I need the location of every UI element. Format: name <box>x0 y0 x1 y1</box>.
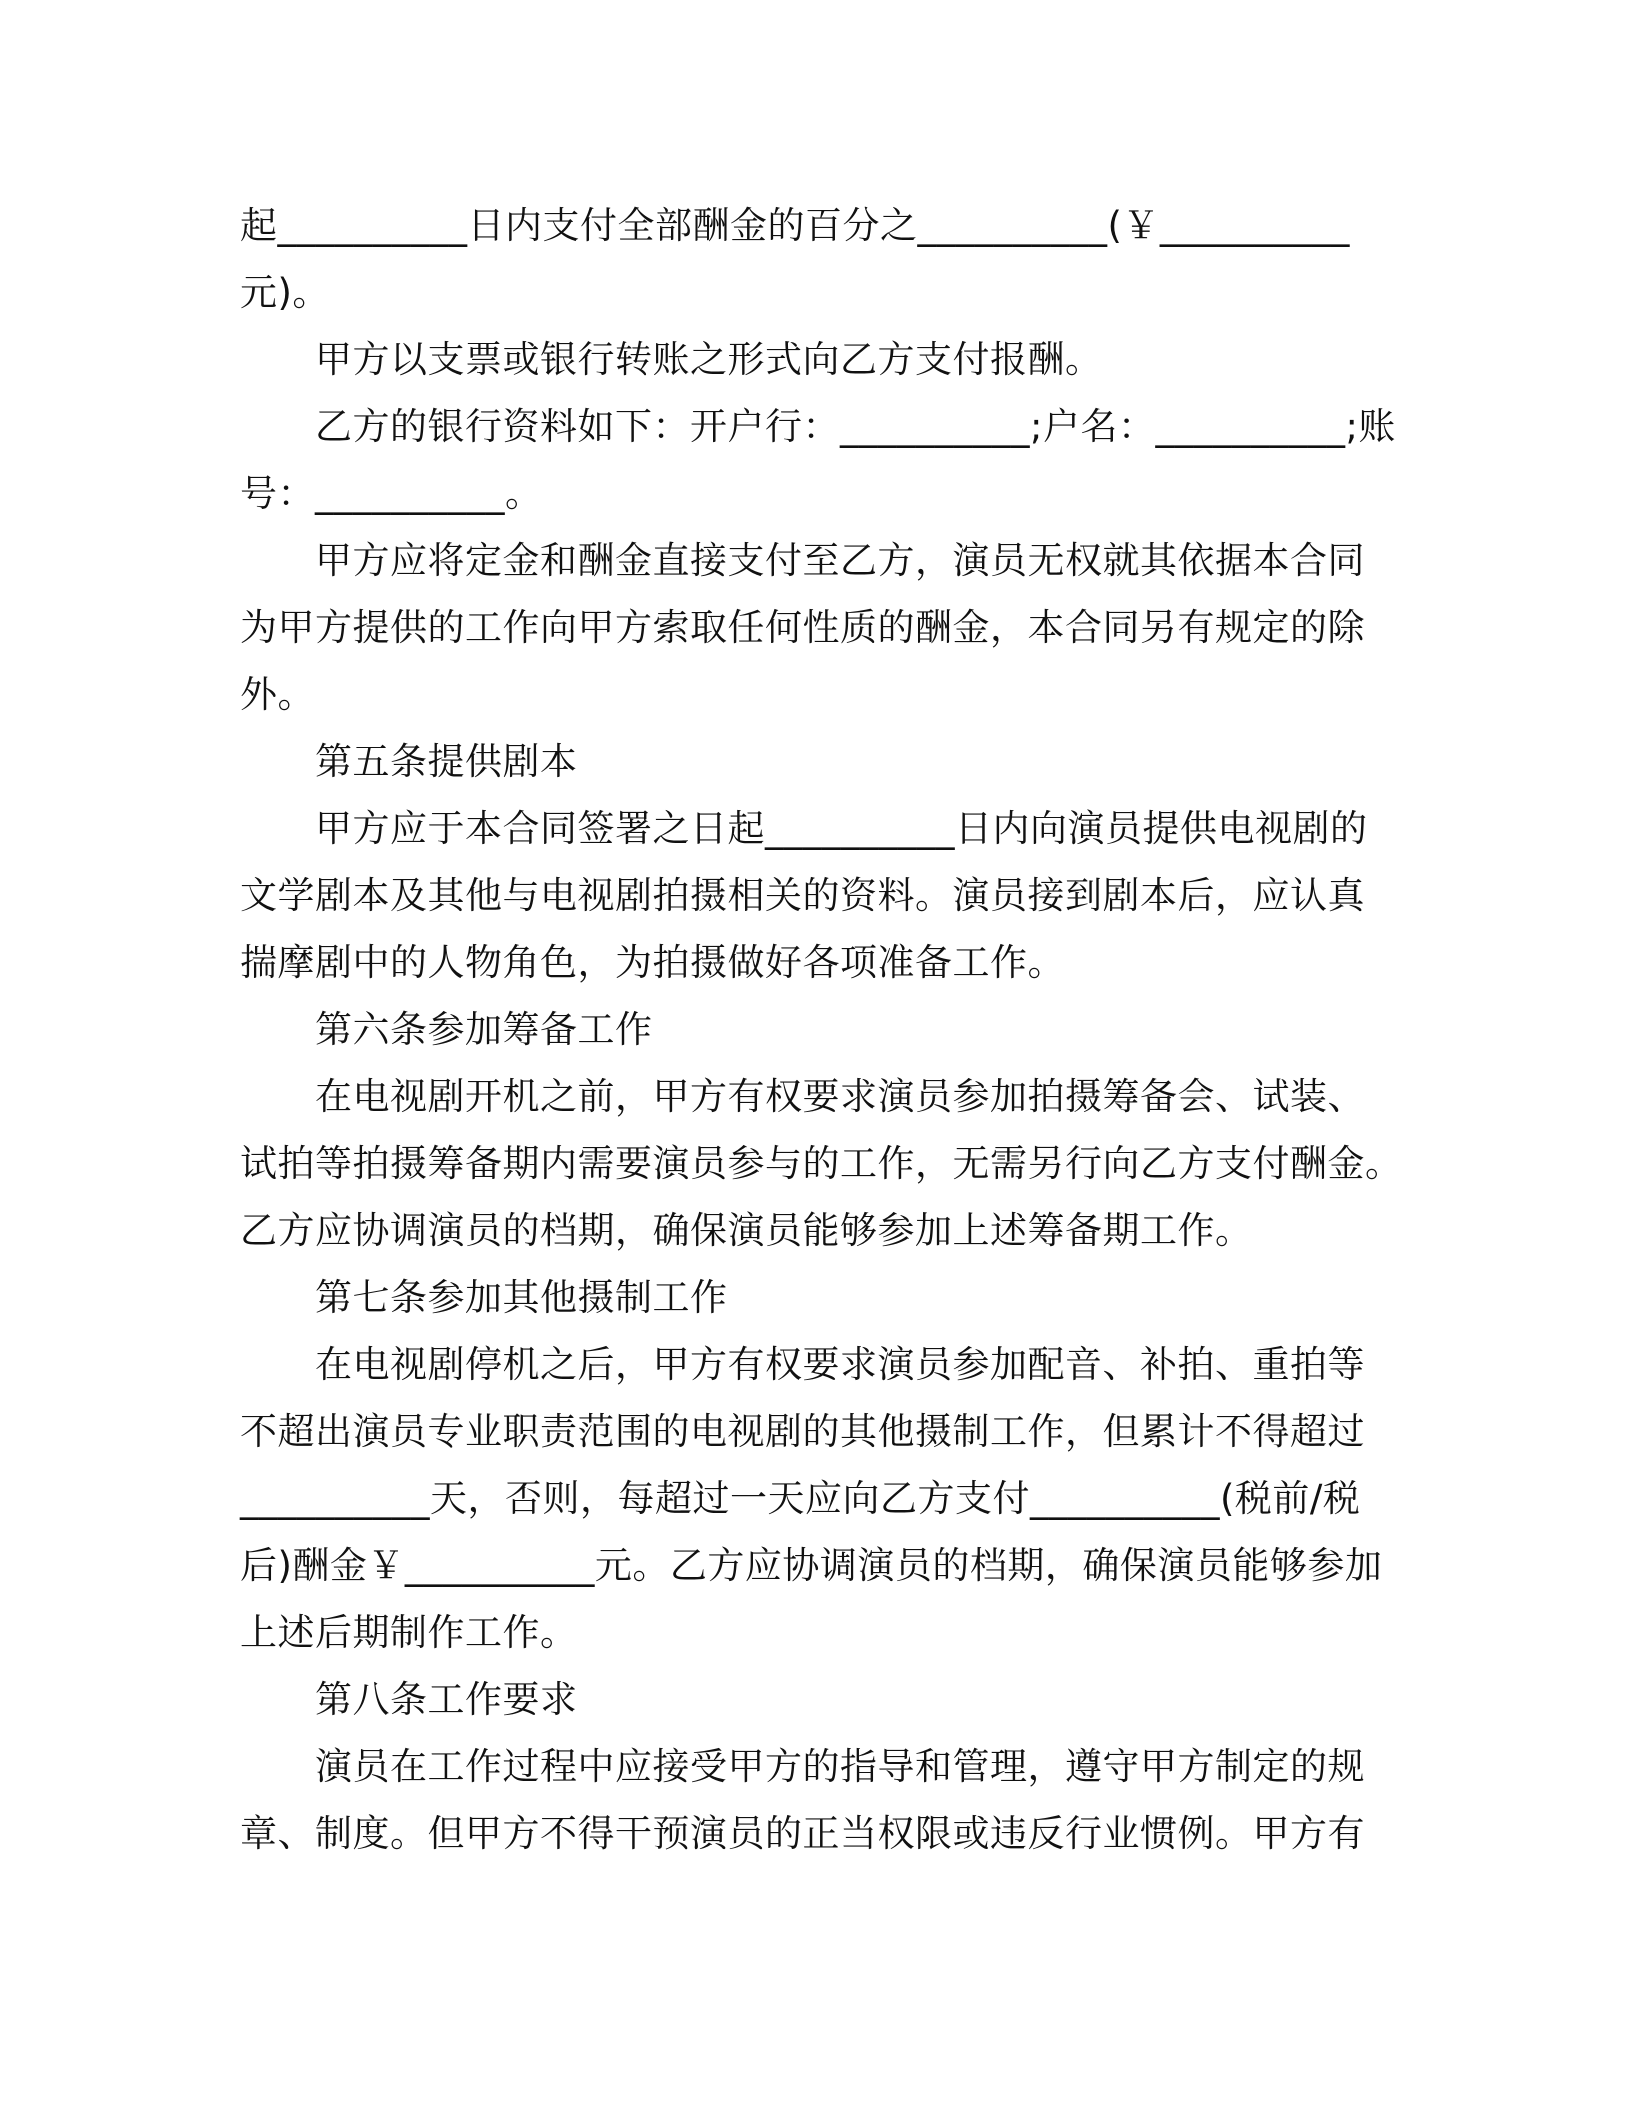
text-line: 不超出演员专业职责范围的电视剧的其他摄制工作，但累计不得超过 <box>240 1410 1365 1453</box>
text-line: 章、制度。但甲方不得干预演员的正当权限或违反行业惯例。甲方有 <box>240 1812 1365 1855</box>
text-line: 演员在工作过程中应接受甲方的指导和管理，遵守甲方制定的规 <box>315 1745 1365 1788</box>
text-line: 乙方的银行资料如下：开户行：__________;户名：__________;账 <box>315 405 1396 448</box>
text-line: 甲方应将定金和酬金直接支付至乙方，演员无权就其依据本合同 <box>315 539 1365 582</box>
text-line: 为甲方提供的工作向甲方索取任何性质的酬金，本合同另有规定的除 <box>240 606 1365 649</box>
text-line: 起__________日内支付全部酬金的百分之__________(￥__________ <box>240 204 1350 247</box>
text-line: 在电视剧开机之前，甲方有权要求演员参加拍摄筹备会、试装、 <box>315 1075 1365 1118</box>
text-line: 文学剧本及其他与电视剧拍摄相关的资料。演员接到剧本后，应认真 <box>240 874 1365 917</box>
section-heading: 第六条参加筹备工作 <box>315 1008 653 1051</box>
text-line: 乙方应协调演员的档期，确保演员能够参加上述筹备期工作。 <box>240 1209 1253 1252</box>
section-heading: 第七条参加其他摄制工作 <box>315 1276 728 1319</box>
text-line: 号：__________。 <box>240 472 543 515</box>
section-heading: 第五条提供剧本 <box>315 740 578 783</box>
text-line: 甲方应于本合同签署之日起__________日内向演员提供电视剧的 <box>315 807 1368 850</box>
document-page <box>240 192 1403 1867</box>
text-line: __________天，否则，每超过一天应向乙方支付__________(税前/税 <box>240 1477 1361 1520</box>
text-line: 在电视剧停机之后，甲方有权要求演员参加配音、补拍、重拍等 <box>315 1343 1365 1386</box>
text-line: 上述后期制作工作。 <box>240 1611 578 1654</box>
text-line: 外。 <box>240 673 315 716</box>
text-line: 甲方以支票或银行转账之形式向乙方支付报酬。 <box>315 338 1103 381</box>
text-line: 试拍等拍摄筹备期内需要演员参与的工作，无需另行向乙方支付酬金。 <box>240 1142 1403 1185</box>
text-line: 后)酬金￥__________元。乙方应协调演员的档期，确保演员能够参加 <box>240 1544 1383 1587</box>
section-heading: 第八条工作要求 <box>315 1678 578 1721</box>
text-line: 元)。 <box>240 271 330 314</box>
text-line: 揣摩剧中的人物角色，为拍摄做好各项准备工作。 <box>240 941 1065 984</box>
